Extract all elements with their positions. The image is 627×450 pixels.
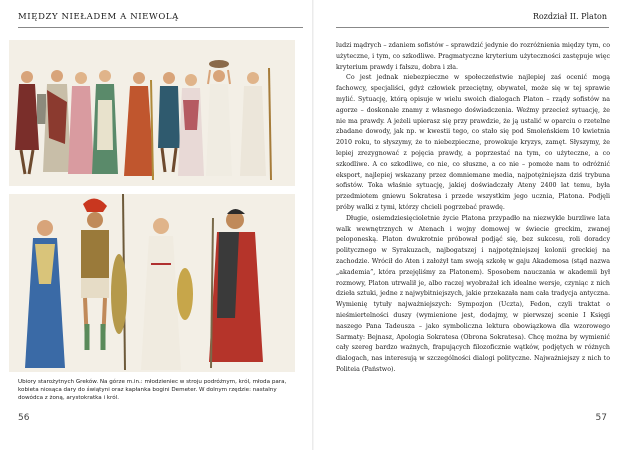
- costume-figures-bottom: [9, 194, 295, 372]
- running-head-left: MIĘDZY NIEŁADEM A NIEWOLĄ: [18, 12, 179, 22]
- paragraph: ludzi mądrych – zdaniem sofistów – sprawdzić jedynie do rozróżnienia między tym, co użyteczne, i tym, co szkodliwe. Pragmatyczne kryterium użyteczności zastępuje więc kryterium prawdy i fałszu, dobra i zła.: [336, 42, 610, 71]
- illustration-top-row: [9, 40, 295, 186]
- running-head-right: Rozdział II. Platon: [532, 12, 607, 21]
- page-number-right: 57: [595, 413, 607, 423]
- paragraph: Co jest jednak niebezpieczne w społeczeństwie najlepiej zaś ocenić mogą fachowcy, specjaliści, gdyż człowiek przeciętny, obywatel, może się w tej sprawie mylić. Sytuację, którą opisuje w wielu swoich dialogach Platon – rządy sofistów na agorze – doskonale znamy z własnego doświadczenia. Weźmy przecież sytuację, że nie ma prawdy. A jeżeli upierasz się przy prawdzie, że ją ustalić w oparciu o rzetelne zbadane dowody, jak np. w kwestii tego, co stało się pod Smoleńskiem 10 kwietnia 2010 roku, to słyszymy, że to niebezpieczne, prowokuje kryzys, zamęt. Słyszymy, że lepiej zrezygnować z pojęcia prawdy, a poprzestać na tym, co użyteczne, a co szkodliwe. A co szkodliwe, co nie, co słuszne, a co nie – pomoże nam to odróżnić eksport, najlepiej wskazany przez domniemane media, najpotężniejsza dziś trybuna sofistów. Toka właśnie sytuację, jakiej doświadczały Ateny 2400 lat temu, była przedmiotem gniewu Sokratesa i przede wszystkim jego ucznia, Platona. Podjęli próby walki z tymi, którzy chcieli pogrzebać prawdę.: [336, 74, 610, 211]
- costume-figures-top: [9, 40, 295, 186]
- header-rule-left: [18, 27, 303, 28]
- right-page: [314, 0, 627, 450]
- left-page: [0, 0, 313, 450]
- illustration-bottom-row: [9, 194, 295, 372]
- body-text: [336, 41, 610, 376]
- illustration-caption: Ubiory starożytnych Greków. Na górze m.in.: młodzieniec w stroju podróżnym, król, młoda para, kobieta niosąca dary do świątyni oraz kapłanka bogini Demeter. W dolnym rzędzie: nastalny dowódca z żoną, arystokratka i król.: [18, 379, 287, 402]
- figure-king: [43, 70, 71, 172]
- paragraph: Długie, osiemdziesięcioletnie życie Platona przypadło na niezwykle burzliwe lata walk wewnętrznych w Atenach i wojny domowej w świecie greckim, zwanej peloponeską. Platon dwukrotnie próbował podjąć się, bez sukcesu, roli doradcy politycznego w Syrakuzach, najbogatszej i najpotężniejszej kolonii greckiej na zachodzie. Wrócił do Aten i założył tam swoją szkołę w gaju Akademosa (stąd nazwa „akademia”, która przejęliśmy za Platonem). Sposobem nauczania w akademii był rozmowy, Platon utrwalił je, albo raczej wyobrażał ich idealne wersje, czyniąc z nich dzieła sztuki, jedne z najwybitniejszych, jakie przekazała nam cała tradycja antyczna. Wymienię tytuły najważniejszych: Sympozjon (Uczta), Fedon, czyli traktat o nieśmiertelności duszy (wymienione jest, dodajmy, w pierwszej scenie I Księgi naszego Pana Tadeusza – jako symboliczna lektura obowiązkowa dla wzorowego Sarmaty: Bejnasz, Apologia Sokratesa (Obrona Sokratesa). Chcę można by wymienić cały szereg bardzo ważnych, frapujących filozoficznie wątków, podjętych w różnych dialogach, nas interesują w szczególności dialogi polityczne. Najważniejszy z nich to Politeia (Państwo).: [336, 214, 610, 373]
- header-rule-right: [336, 27, 609, 28]
- page-number-left: 56: [18, 413, 30, 423]
- figure-king-red: [209, 209, 263, 368]
- figure-offering-bearer: [206, 60, 232, 176]
